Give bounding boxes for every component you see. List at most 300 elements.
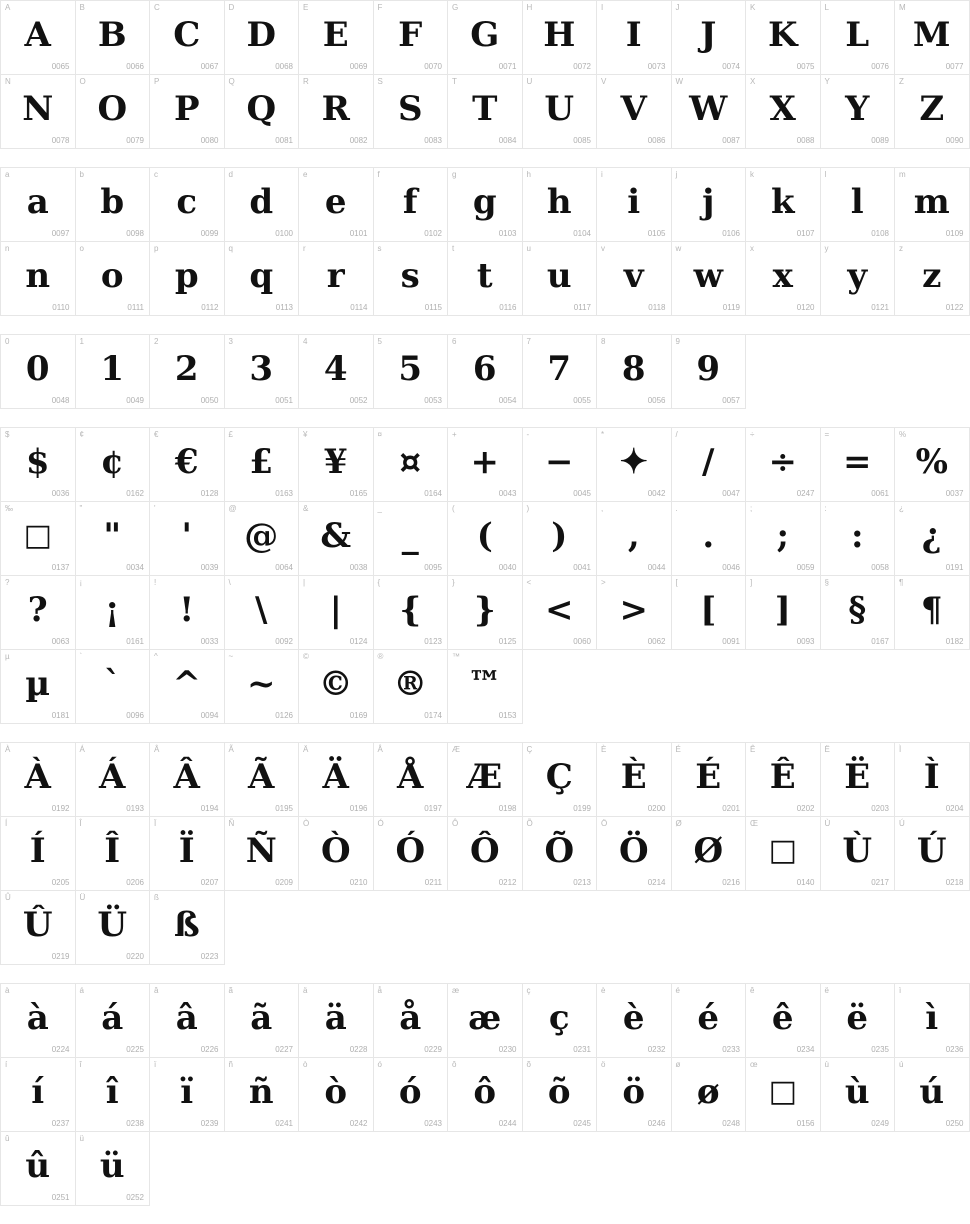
glyph-code: 0192: [51, 804, 70, 813]
glyph-char-label: x: [750, 244, 754, 253]
glyph-cell[interactable]: [150, 242, 225, 316]
glyph-cell[interactable]: [672, 335, 747, 409]
glyph-cell[interactable]: [374, 650, 449, 724]
glyph-sample: Ë: [844, 757, 871, 797]
glyph-cell[interactable]: [150, 1, 225, 75]
glyph-cell[interactable]: [746, 242, 821, 316]
glyph-cell[interactable]: [895, 817, 970, 891]
glyph-cell[interactable]: [76, 1, 151, 75]
glyph-cell[interactable]: [299, 335, 374, 409]
glyph-cell[interactable]: [672, 1, 747, 75]
glyph-code: 0057: [722, 396, 740, 405]
glyph-code: 0071: [498, 62, 517, 71]
glyph-code: 0092: [275, 637, 293, 646]
glyph-cell[interactable]: [1, 335, 76, 409]
glyph-code: 0229: [424, 1045, 442, 1054]
glyph-cell[interactable]: [76, 168, 151, 242]
glyph-cell[interactable]: [225, 1, 300, 75]
glyph-code: 0044: [647, 563, 666, 572]
glyph-cell[interactable]: [895, 984, 970, 1058]
glyph-char-label: R: [303, 77, 309, 86]
glyph-cell[interactable]: [523, 984, 598, 1058]
glyph-cell[interactable]: [448, 168, 523, 242]
glyph-cell[interactable]: [1, 984, 76, 1058]
glyph-cell[interactable]: [821, 75, 896, 149]
glyph-cell[interactable]: [895, 75, 970, 149]
glyph-cell[interactable]: [150, 75, 225, 149]
glyph-cell[interactable]: [523, 576, 598, 650]
glyph-sample: u: [546, 256, 572, 296]
glyph-cell[interactable]: [76, 242, 151, 316]
glyph-code: 0234: [796, 1045, 815, 1054]
glyph-code: 0085: [573, 136, 591, 145]
glyph-cell[interactable]: [448, 1058, 523, 1132]
glyph-char-label: D: [228, 3, 235, 12]
glyph-cell[interactable]: [225, 242, 300, 316]
glyph-cell[interactable]: [821, 168, 896, 242]
glyph-cell[interactable]: [672, 428, 747, 502]
glyph-cell[interactable]: [746, 743, 821, 817]
glyph-cell[interactable]: [225, 817, 300, 891]
glyph-code: 0077: [945, 62, 964, 71]
glyph-sample: `: [103, 664, 121, 704]
glyph-cell[interactable]: [150, 502, 225, 576]
glyph-code: 0122: [945, 303, 964, 312]
glyph-cell[interactable]: [374, 984, 449, 1058]
glyph-block-uppercase-latin: [0, 0, 970, 149]
glyph-cell[interactable]: [821, 984, 896, 1058]
glyph-char-label: >: [601, 578, 606, 587]
glyph-char-label: £: [228, 430, 233, 439]
glyph-cell[interactable]: [76, 576, 151, 650]
glyph-sample: .: [702, 516, 715, 556]
glyph-cell[interactable]: [374, 502, 449, 576]
glyph-cell[interactable]: [299, 428, 374, 502]
glyph-cell[interactable]: [225, 75, 300, 149]
glyph-sample: Û: [22, 905, 53, 945]
glyph-code: 0112: [201, 303, 219, 312]
glyph-char-label: é: [675, 986, 680, 995]
glyph-sample: Â: [173, 757, 200, 797]
glyph-cell[interactable]: [672, 502, 747, 576]
glyph-sample: Ø: [693, 831, 724, 871]
glyph-char-label: [: [675, 578, 678, 587]
glyph-cell[interactable]: [448, 743, 523, 817]
glyph-cell[interactable]: [1, 1058, 76, 1132]
glyph-cell[interactable]: [672, 168, 747, 242]
glyph-cell[interactable]: [1, 650, 76, 724]
glyph-code: 0070: [424, 62, 442, 71]
glyph-sample: <: [545, 590, 574, 630]
glyph-cell[interactable]: [597, 817, 672, 891]
glyph-cell[interactable]: [150, 817, 225, 891]
glyph-char-label: ': [154, 504, 156, 513]
glyph-sample: S: [397, 89, 423, 129]
glyph-sample: Ç: [545, 757, 573, 797]
glyph-char-label: ?: [5, 578, 10, 587]
glyph-cell[interactable]: [895, 428, 970, 502]
glyph-char-label: Ø: [675, 819, 682, 828]
glyph-cell[interactable]: [672, 75, 747, 149]
glyph-cell[interactable]: [225, 335, 300, 409]
glyph-sample: €: [174, 442, 199, 482]
glyph-code: 0080: [200, 136, 219, 145]
glyph-cell[interactable]: [76, 428, 151, 502]
glyph-cell[interactable]: [225, 502, 300, 576]
glyph-cell[interactable]: [672, 817, 747, 891]
glyph-cell[interactable]: [1, 428, 76, 502]
glyph-char-label: Ï: [154, 819, 157, 828]
glyph-cell[interactable]: [448, 1, 523, 75]
glyph-cell[interactable]: [672, 1058, 747, 1132]
glyph-cell[interactable]: [299, 502, 374, 576]
glyph-char-label: _: [377, 504, 382, 513]
glyph-cell[interactable]: [895, 1058, 970, 1132]
glyph-cell[interactable]: [76, 1058, 151, 1132]
glyph-cell[interactable]: [1, 1, 76, 75]
glyph-cell[interactable]: [150, 891, 225, 965]
glyph-sample: ê: [771, 998, 794, 1038]
glyph-cell[interactable]: [597, 743, 672, 817]
glyph-cell[interactable]: [299, 75, 374, 149]
glyph-char-label: n: [5, 244, 10, 253]
glyph-cell[interactable]: [1, 75, 76, 149]
glyph-sample: W: [689, 89, 728, 129]
glyph-cell[interactable]: [523, 1058, 598, 1132]
glyph-sample: O: [97, 89, 128, 129]
glyph-cell[interactable]: [76, 891, 151, 965]
glyph-cell[interactable]: [672, 576, 747, 650]
glyph-cell[interactable]: [299, 576, 374, 650]
glyph-cell[interactable]: [523, 75, 598, 149]
glyph-code: 0231: [573, 1045, 591, 1054]
glyph-sample: ¥: [323, 442, 348, 482]
glyph-char-label: ,: [601, 504, 604, 513]
glyph-cell[interactable]: [76, 650, 151, 724]
glyph-sample: ã: [250, 998, 273, 1038]
glyph-code: 0233: [722, 1045, 740, 1054]
glyph-code: 0219: [51, 952, 70, 961]
glyph-sample: ✦: [619, 442, 648, 482]
glyph-char-label: v: [601, 244, 605, 253]
glyph-cell[interactable]: [374, 242, 449, 316]
glyph-cell[interactable]: [746, 428, 821, 502]
glyph-code: 0164: [424, 489, 442, 498]
glyph-cell[interactable]: [76, 502, 151, 576]
glyph-sample: ß: [173, 905, 200, 945]
glyph-cell[interactable]: [225, 168, 300, 242]
glyph-char-label: *: [601, 430, 605, 439]
glyph-char-label: œ: [750, 1060, 758, 1069]
glyph-cell[interactable]: [150, 428, 225, 502]
glyph-block-digits: [0, 334, 970, 409]
glyph-char-label: Ê: [750, 745, 756, 754]
glyph-cell[interactable]: [597, 1058, 672, 1132]
glyph-sample: 4: [323, 349, 348, 389]
glyph-char-label: X: [750, 77, 756, 86]
glyph-code: 0238: [126, 1119, 144, 1128]
glyph-cell[interactable]: [225, 428, 300, 502]
glyph-cell[interactable]: [597, 335, 672, 409]
glyph-code: 0058: [871, 563, 889, 572]
glyph-char-label: B: [79, 3, 85, 12]
glyph-sample: ü: [99, 1146, 125, 1186]
glyph-cell[interactable]: [448, 650, 523, 724]
glyph-cell[interactable]: [523, 817, 598, 891]
glyph-cell[interactable]: [76, 817, 151, 891]
glyph-cell[interactable]: [225, 743, 300, 817]
glyph-cell[interactable]: [821, 576, 896, 650]
glyph-cell[interactable]: [374, 335, 449, 409]
glyph-cell[interactable]: [150, 576, 225, 650]
glyph-char-label: m: [899, 170, 906, 179]
glyph-code: 0195: [275, 804, 293, 813]
glyph-cell[interactable]: [374, 817, 449, 891]
glyph-sample: 7: [547, 349, 572, 389]
glyph-sample: }: [473, 590, 496, 630]
glyph-cell[interactable]: [821, 743, 896, 817]
glyph-char-label: Z: [899, 77, 904, 86]
glyph-cell[interactable]: [597, 428, 672, 502]
glyph-char-label: ß: [154, 893, 159, 902]
glyph-sample: ¶: [920, 590, 943, 630]
glyph-char-label: N: [5, 77, 11, 86]
glyph-cell[interactable]: [150, 984, 225, 1058]
glyph-cell[interactable]: [299, 984, 374, 1058]
glyph-cell[interactable]: [523, 242, 598, 316]
glyph-sample: T: [472, 89, 498, 129]
glyph-cell[interactable]: [448, 817, 523, 891]
glyph-cell[interactable]: [374, 1, 449, 75]
glyph-cell[interactable]: [746, 75, 821, 149]
glyph-cell[interactable]: [374, 75, 449, 149]
glyph-char-label: C: [154, 3, 160, 12]
glyph-cell[interactable]: [597, 1, 672, 75]
glyph-sample: ò: [324, 1072, 348, 1112]
glyph-cell[interactable]: [821, 502, 896, 576]
glyph-char-label: Ó: [377, 819, 384, 828]
glyph-cell[interactable]: [150, 650, 225, 724]
glyph-cell[interactable]: [597, 984, 672, 1058]
glyph-cell[interactable]: [523, 502, 598, 576]
glyph-cell[interactable]: [746, 168, 821, 242]
glyph-cell[interactable]: [225, 1058, 300, 1132]
glyph-code: 0247: [796, 489, 815, 498]
glyph-sample: 6: [472, 349, 497, 389]
glyph-code: 0118: [648, 303, 666, 312]
glyph-char-label: Ç: [526, 745, 533, 754]
glyph-char-label: =: [824, 430, 830, 439]
glyph-cell[interactable]: [1, 891, 76, 965]
glyph-sample: û: [25, 1146, 51, 1186]
glyph-cell[interactable]: [76, 75, 151, 149]
glyph-code: 0049: [126, 396, 144, 405]
glyph-code: 0116: [499, 303, 517, 312]
glyph-cell[interactable]: [672, 984, 747, 1058]
glyph-cell[interactable]: [374, 1058, 449, 1132]
glyph-sample: p: [174, 256, 199, 296]
glyph-cell[interactable]: [746, 1058, 821, 1132]
block-separator: [0, 1214, 970, 1224]
glyph-char-label: î: [79, 1060, 82, 1069]
glyph-cell[interactable]: [597, 576, 672, 650]
glyph-cell[interactable]: [895, 743, 970, 817]
glyph-cell[interactable]: [821, 1058, 896, 1132]
glyph-code: 0220: [126, 952, 144, 961]
glyph-sample: D: [246, 15, 276, 55]
glyph-char-label: y: [824, 244, 829, 253]
glyph-cell[interactable]: [299, 743, 374, 817]
glyph-cell[interactable]: [523, 168, 598, 242]
glyph-char-label: ": [79, 504, 83, 513]
glyph-cell[interactable]: [299, 1, 374, 75]
glyph-cell[interactable]: [746, 1, 821, 75]
glyph-code: 0194: [200, 804, 219, 813]
glyph-char-label: Â: [154, 745, 160, 754]
glyph-cell[interactable]: [746, 817, 821, 891]
glyph-cell[interactable]: [821, 1, 896, 75]
glyph-sample: ": [103, 516, 122, 556]
glyph-code: 0064: [275, 563, 293, 572]
glyph-cell[interactable]: [895, 1, 970, 75]
glyph-code: 0167: [871, 637, 889, 646]
glyph-cell[interactable]: [746, 576, 821, 650]
glyph-code: 0201: [722, 804, 740, 813]
glyph-cell[interactable]: [76, 335, 151, 409]
glyph-cell[interactable]: [821, 817, 896, 891]
glyph-cell[interactable]: [895, 168, 970, 242]
glyph-cell[interactable]: [1, 576, 76, 650]
glyph-sample: Ü: [97, 905, 128, 945]
glyph-cell[interactable]: [821, 242, 896, 316]
glyph-cell[interactable]: [225, 650, 300, 724]
glyph-code: 0182: [945, 637, 964, 646]
glyph-code: 0052: [349, 396, 368, 405]
glyph-cell[interactable]: [746, 502, 821, 576]
glyph-code: 0045: [573, 489, 591, 498]
glyph-cell[interactable]: [1, 168, 76, 242]
glyph-code: 0206: [126, 878, 144, 887]
glyph-sample: ,: [627, 516, 640, 556]
glyph-char-label: 3: [228, 337, 233, 346]
glyph-char-label: {: [377, 578, 381, 587]
glyph-char-label: É: [675, 745, 681, 754]
glyph-code: 0079: [126, 136, 144, 145]
glyph-code: 0067: [200, 62, 219, 71]
glyph-cell[interactable]: [523, 335, 598, 409]
glyph-char-label: ó: [377, 1060, 382, 1069]
glyph-cell[interactable]: [523, 743, 598, 817]
glyph-cell[interactable]: [1, 743, 76, 817]
glyph-cell[interactable]: [76, 743, 151, 817]
glyph-char-label: Ä: [303, 745, 309, 754]
glyph-code: 0055: [573, 396, 591, 405]
glyph-cell[interactable]: [448, 75, 523, 149]
glyph-cell[interactable]: [225, 984, 300, 1058]
glyph-cell[interactable]: [150, 335, 225, 409]
glyph-code: 0161: [126, 637, 144, 646]
glyph-code: 0106: [722, 229, 740, 238]
glyph-cell[interactable]: [746, 984, 821, 1058]
glyph-cell[interactable]: [374, 743, 449, 817]
glyph-cell[interactable]: [895, 242, 970, 316]
glyph-code: 0117: [573, 303, 591, 312]
glyph-cell[interactable]: [597, 502, 672, 576]
glyph-char-label: Ì: [899, 745, 902, 754]
glyph-cell[interactable]: [299, 1058, 374, 1132]
glyph-sample: á: [101, 998, 124, 1038]
glyph-cell[interactable]: [448, 242, 523, 316]
glyph-cell[interactable]: [299, 168, 374, 242]
glyph-cell[interactable]: [150, 1058, 225, 1132]
glyph-cell[interactable]: [225, 576, 300, 650]
glyph-char-label: Û: [5, 893, 11, 902]
glyph-cell[interactable]: [448, 335, 523, 409]
glyph-sample: $: [25, 442, 50, 482]
glyph-cell[interactable]: [374, 168, 449, 242]
glyph-char-label: ì: [899, 986, 902, 995]
glyph-cell[interactable]: [299, 817, 374, 891]
glyph-sample: Ï: [178, 831, 195, 871]
glyph-code: 0110: [52, 303, 70, 312]
glyph-cell[interactable]: [597, 75, 672, 149]
glyph-code: 0246: [647, 1119, 666, 1128]
glyph-char-label: §: [824, 578, 829, 587]
glyph-sample: Z: [919, 89, 945, 129]
glyph-cell[interactable]: [150, 743, 225, 817]
glyph-sample: B: [97, 15, 127, 55]
glyph-cell[interactable]: [299, 242, 374, 316]
glyph-cell[interactable]: [523, 1, 598, 75]
glyph-cell[interactable]: [821, 428, 896, 502]
glyph-code: 0100: [275, 229, 293, 238]
glyph-cell[interactable]: [448, 576, 523, 650]
glyph-cell[interactable]: [448, 502, 523, 576]
glyph-char-label: ë: [824, 986, 829, 995]
glyph-char-label: ã: [228, 986, 233, 995]
glyph-cell[interactable]: [374, 428, 449, 502]
glyph-cell[interactable]: [672, 743, 747, 817]
glyph-cell[interactable]: [448, 984, 523, 1058]
glyph-cell[interactable]: [1, 1132, 76, 1206]
glyph-cell[interactable]: [299, 650, 374, 724]
glyph-cell[interactable]: [374, 576, 449, 650]
glyph-code: 0169: [349, 711, 368, 720]
glyph-cell[interactable]: [597, 168, 672, 242]
glyph-cell[interactable]: [1, 502, 76, 576]
glyph-char-label: ¤: [377, 430, 382, 439]
glyph-cell[interactable]: [895, 576, 970, 650]
glyph-code: 0091: [722, 637, 740, 646]
glyph-block-lowercase-latin: [0, 167, 970, 316]
glyph-cell[interactable]: [150, 168, 225, 242]
glyph-code: 0210: [349, 878, 368, 887]
glyph-char-label: Í: [5, 819, 8, 828]
glyph-code: 0053: [424, 396, 442, 405]
glyph-cell[interactable]: [448, 428, 523, 502]
glyph-sample: §: [848, 590, 867, 630]
glyph-cell[interactable]: [76, 1132, 151, 1206]
glyph-cell[interactable]: [597, 242, 672, 316]
glyph-sample: Ô: [469, 831, 500, 871]
glyph-cell[interactable]: [1, 242, 76, 316]
glyph-cell[interactable]: [1, 817, 76, 891]
glyph-cell[interactable]: [895, 502, 970, 576]
glyph-cell[interactable]: [523, 428, 598, 502]
glyph-cell[interactable]: [76, 984, 151, 1058]
glyph-code: 0040: [498, 563, 517, 572]
glyph-cell[interactable]: [672, 242, 747, 316]
